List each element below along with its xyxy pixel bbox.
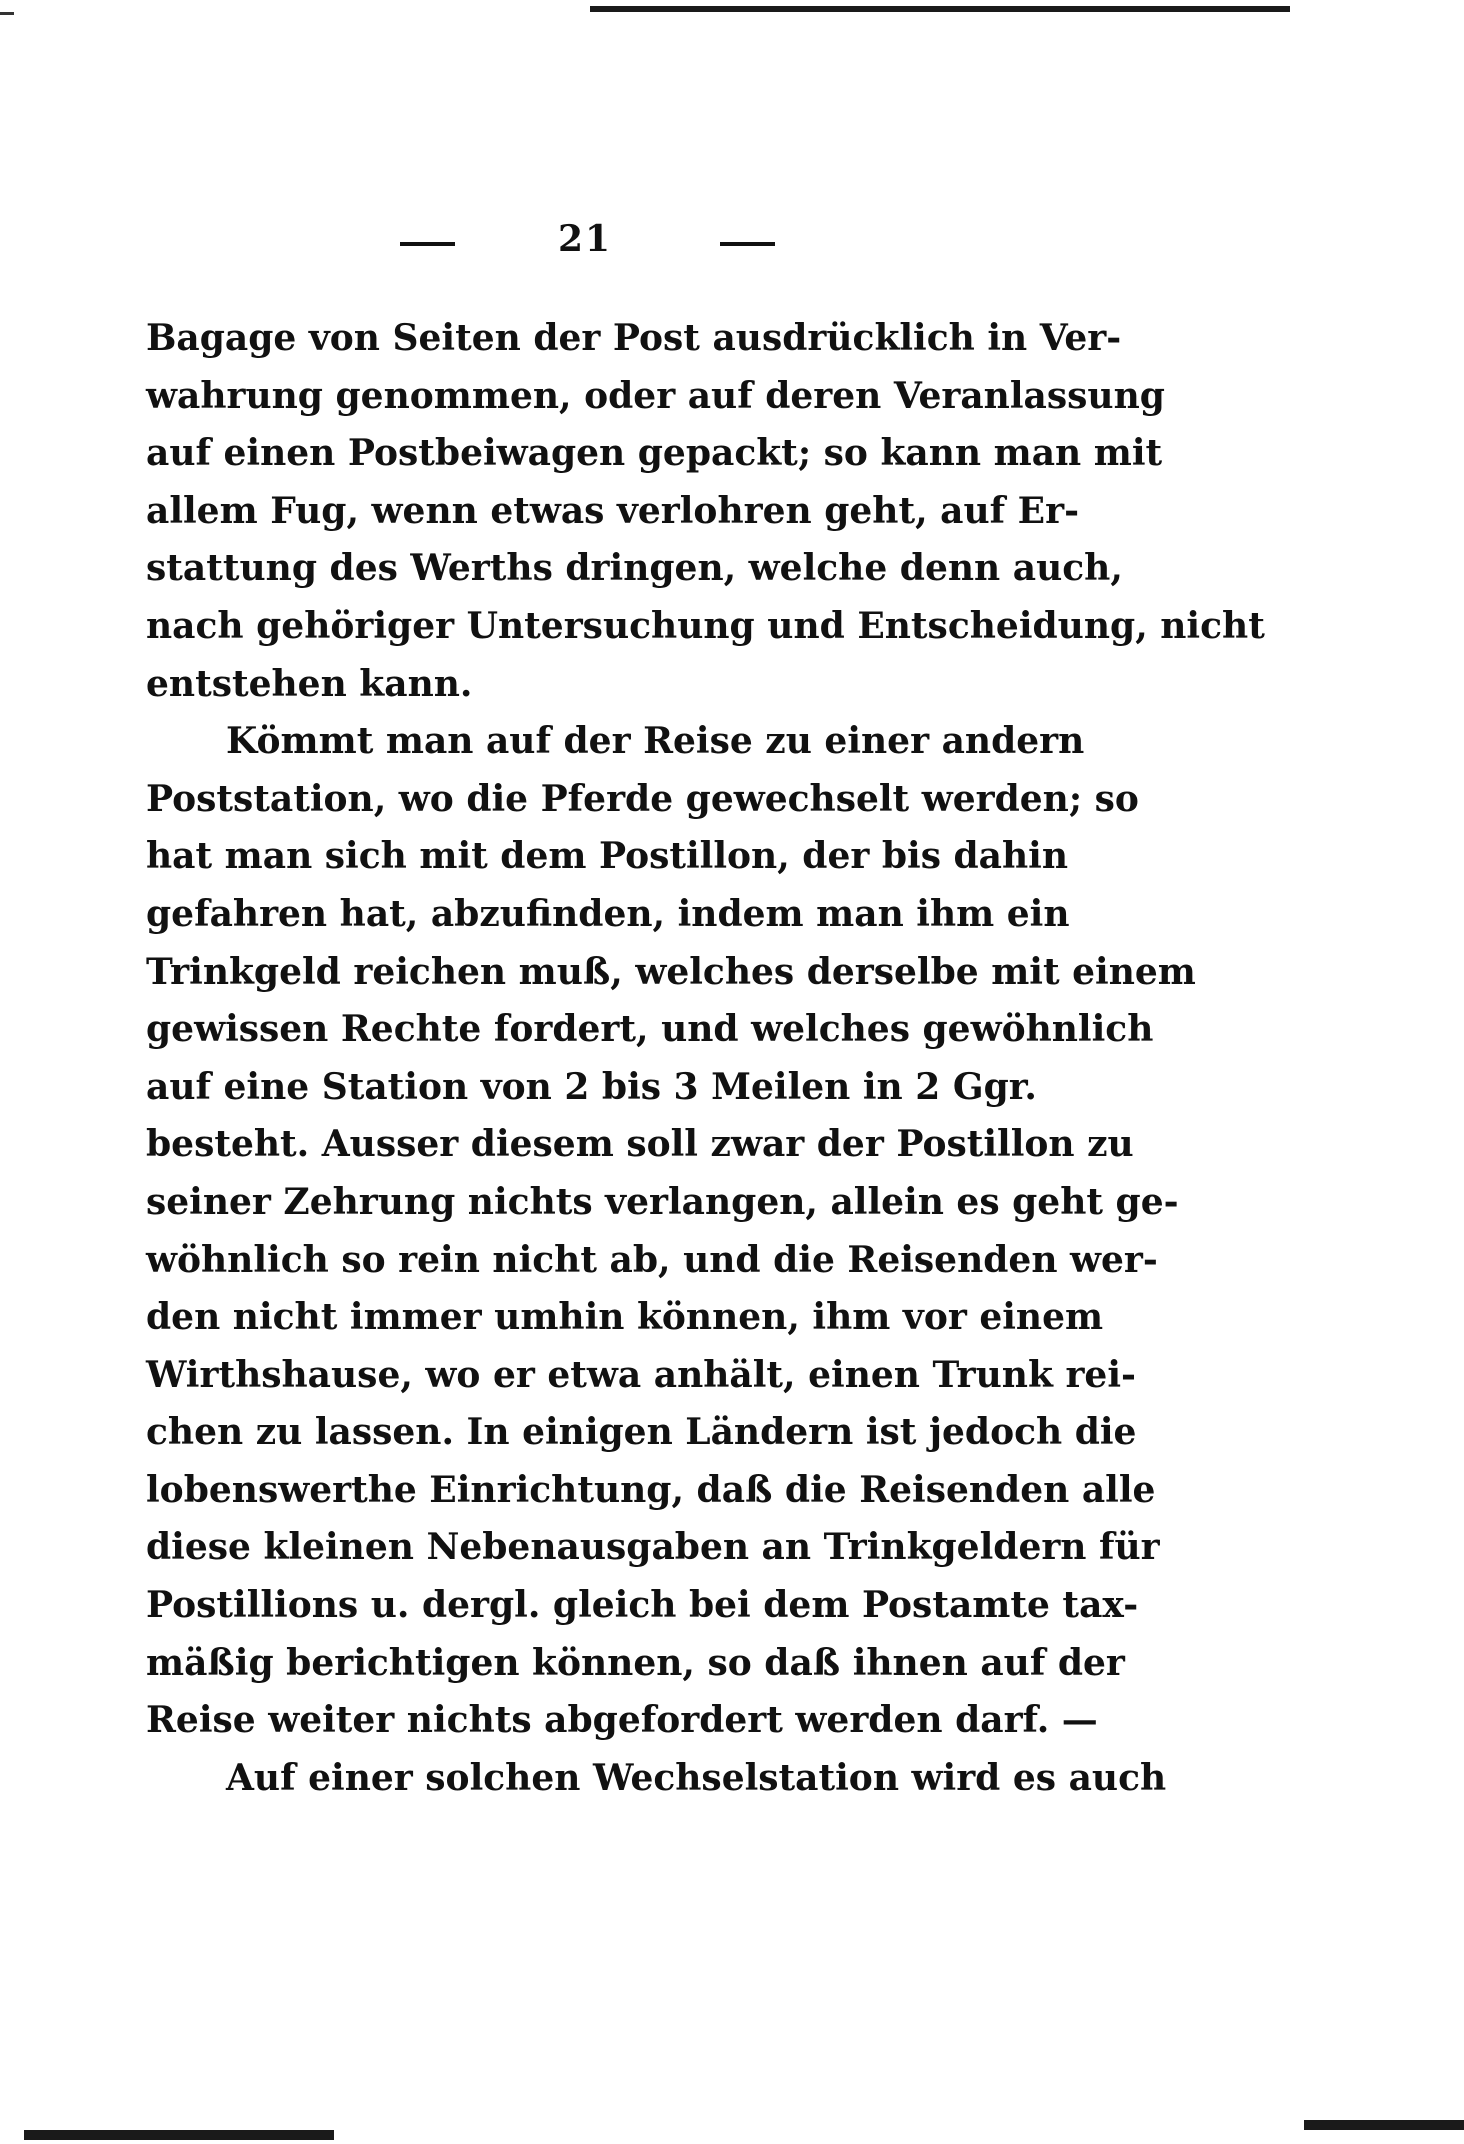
text-line: mäßig berichtigen können, so daß ihnen auf der — [146, 1641, 1125, 1684]
header-dash-right — [720, 242, 775, 246]
text-line: Auf einer solchen Wechselstation wird es auch — [226, 1756, 1167, 1799]
text-line: Bagage von Seiten der Post ausdrücklich in Ver- — [146, 317, 1122, 359]
text-line: Trinkgeld reichen muß, welches derselbe mit einem — [146, 950, 1196, 993]
body-text — [146, 310, 1265, 1807]
text-line: nach gehöriger Untersuchung und Entscheidung, nicht — [146, 604, 1265, 647]
text-line: stattung des Werths dringen, welche denn auch, — [146, 547, 1123, 590]
scan-edge-top — [590, 6, 1290, 12]
text-line: auf einen Postbeiwagen gepackt; so kann man mit — [146, 432, 1163, 475]
text-line: diese kleinen Nebenausgaben an Trinkgeldern für — [146, 1526, 1160, 1569]
text-line: auf eine Station von 2 bis 3 Meilen in 2 Ggr. — [146, 1065, 1037, 1108]
text-line: lobenswerthe Einrichtung, daß die Reisenden alle — [146, 1468, 1156, 1511]
scan-edge-bottom-right — [1304, 2120, 1464, 2130]
text-line: entstehen kann. — [146, 662, 473, 705]
text-line: wahrung genommen, oder auf deren Veranlassung — [146, 374, 1165, 417]
text-line: den nicht immer umhin können, ihm vor einem — [146, 1296, 1104, 1339]
text-line: Poststation, wo die Pferde gewechselt werden; so — [146, 777, 1139, 820]
scan-edge-top-left — [0, 12, 14, 15]
text-line: besteht. Ausser diesem soll zwar der Postillon zu — [146, 1123, 1134, 1166]
text-line: hat man sich mit dem Postillon, der bis dahin — [146, 835, 1069, 878]
text-line: Kömmt man auf der Reise zu einer andern — [226, 720, 1085, 763]
text-line: wöhnlich so rein nicht ab, und die Reisenden wer- — [146, 1238, 1158, 1281]
page-number: 21 — [557, 218, 613, 260]
text-line: Wirthshause, wo er etwa anhält, einen Trunk rei- — [146, 1353, 1136, 1396]
text-line: chen zu lassen. In einigen Ländern ist jedoch die — [146, 1411, 1137, 1454]
text-line: Postillions u. dergl. gleich bei dem Postamte tax- — [146, 1584, 1139, 1627]
text-line: Reise weiter nichts abgefordert werden darf. — — [146, 1699, 1098, 1742]
text-line: allem Fug, wenn etwas verlohren geht, auf Er- — [146, 489, 1080, 532]
page-header — [395, 218, 775, 268]
scan-edge-bottom-left — [24, 2130, 334, 2140]
text-line: seiner Zehrung nichts verlangen, allein es geht ge- — [146, 1180, 1179, 1223]
text-line: gewissen Rechte fordert, und welches gewöhnlich — [146, 1008, 1154, 1051]
text-line: gefahren hat, abzufinden, indem man ihm ein — [146, 892, 1070, 935]
